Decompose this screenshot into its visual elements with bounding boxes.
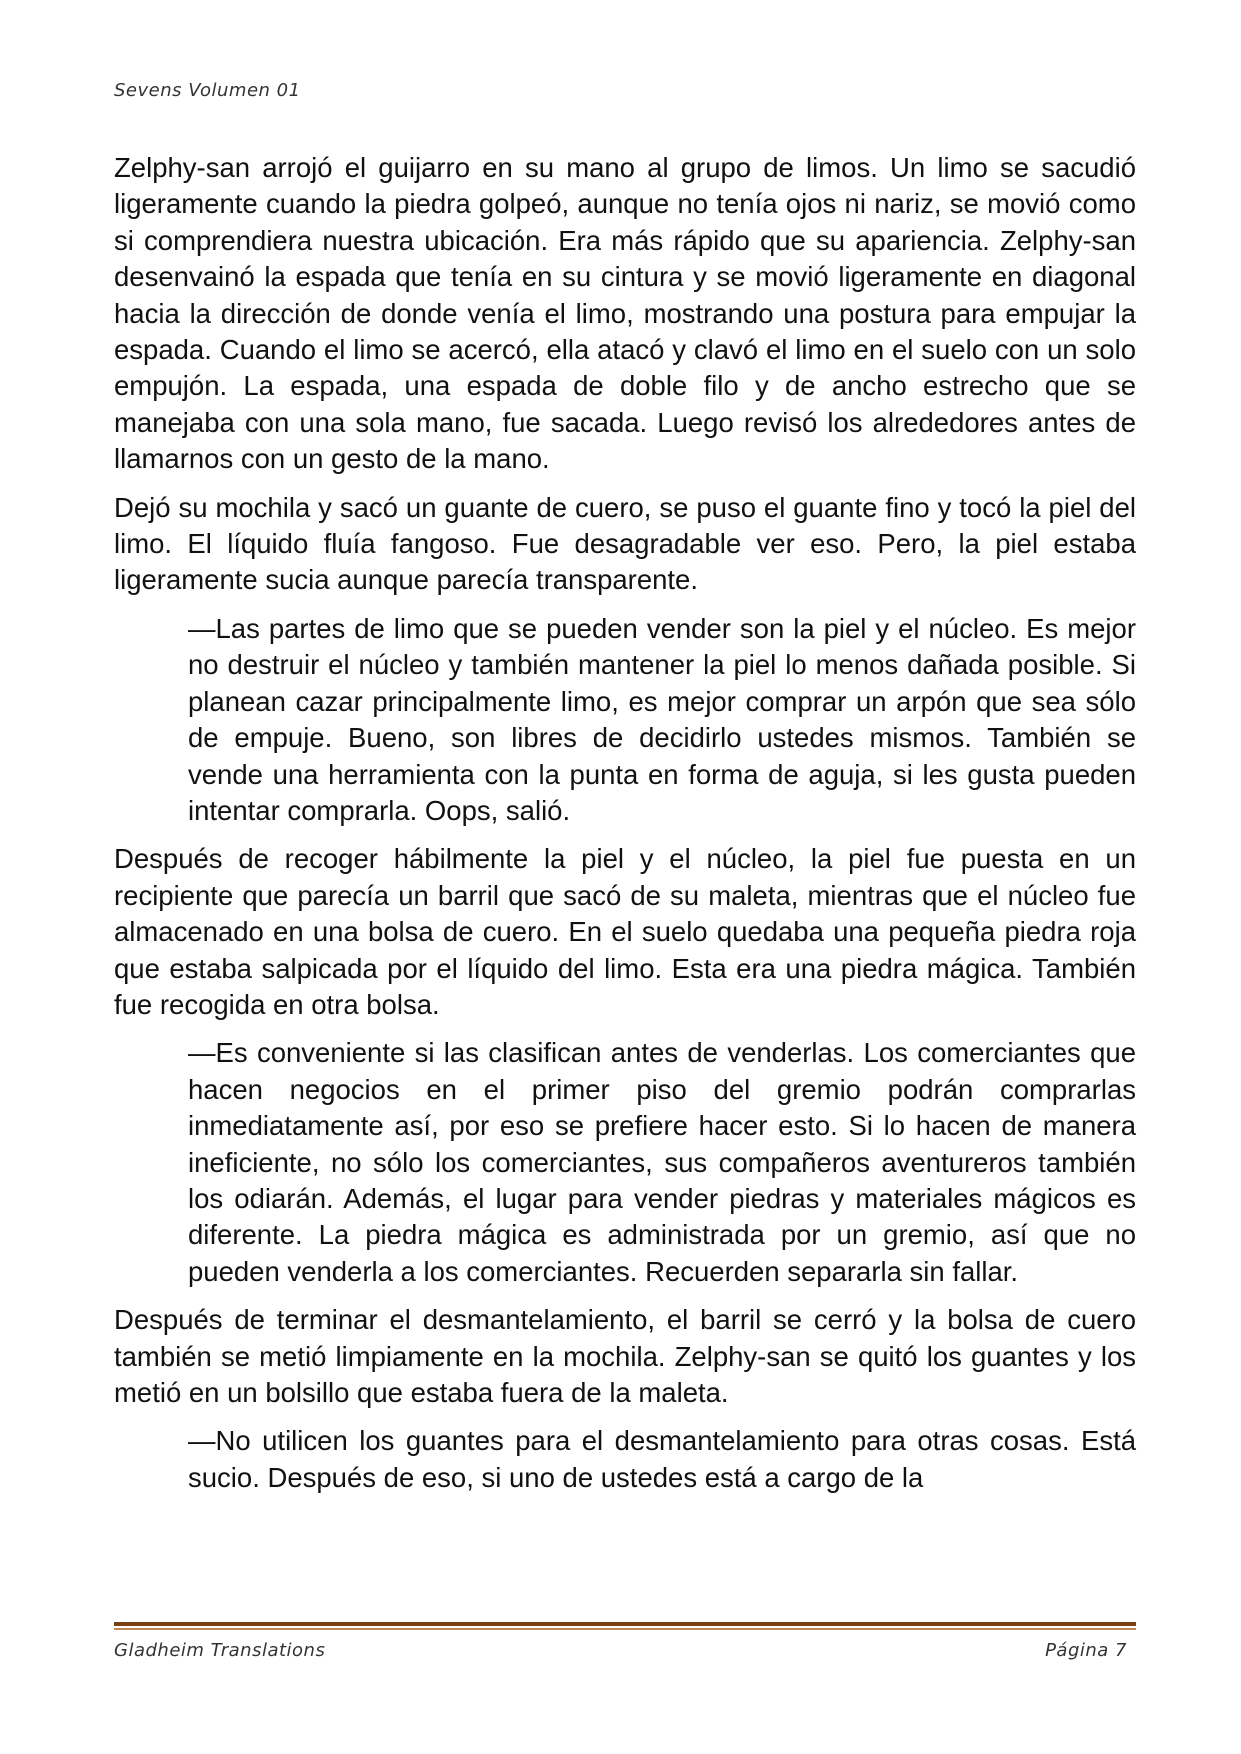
footer-publisher: Gladheim Translations [114, 1640, 326, 1661]
footer-page-number: Página 7 [1045, 1640, 1127, 1661]
paragraph-narration: Zelphy-san arrojó el guijarro en su mano al grupo de limos. Un limo se sacudió ligeramente cuando la piedra golpeó, aunque no tenía ojos ni nariz, se movió como si comprendiera nuestra ubicación. Era más rápido que su apariencia. Zelphy-san desenvainó la espada que tenía en su cintura y se movió ligeramente en diagonal hacia la dirección de donde venía el limo, mostrando una postura para empujar la espada. Cuando el limo se acercó, ella atacó y clavó el limo en el suelo con un solo empujón. La espada, una espada de doble filo y de ancho estrecho que se manejaba con una sola mano, fue sacada. Luego revisó los alrededores antes de llamarnos con un gesto de la mano. [114, 152, 1136, 475]
body-text [114, 150, 1136, 1508]
paragraph-dialogue: —Es conveniente si las clasifican antes de venderlas. Los comerciantes que hacen negocios en el primer piso del gremio podrán comprarlas inmediatamente así, por eso se prefiere hacer esto. Si lo hacen de manera ineficiente, no sólo los comerciantes, sus compañeros aventureros también los odiarán. Además, el lugar para vender piedras y materiales mágicos es diferente. La piedra mágica es administrada por un gremio, así que no pueden venderla a los comerciantes. Recuerden separarla sin fallar. [188, 1037, 1136, 1287]
running-header: Sevens Volumen 01 [114, 80, 301, 101]
footer-rule-thick [114, 1622, 1136, 1626]
paragraph-dialogue: —No utilicen los guantes para el desmantelamiento para otras cosas. Está sucio. Después de eso, si uno de ustedes está a cargo de la [188, 1425, 1136, 1493]
footer-rule-thin [114, 1628, 1136, 1630]
footer-rule [114, 1622, 1136, 1630]
paragraph-narration: Después de terminar el desmantelamiento, el barril se cerró y la bolsa de cuero también se metió limpiamente en la mochila. Zelphy-san se quitó los guantes y los metió en un bolsillo que estaba fuera de la maleta. [114, 1304, 1136, 1408]
paragraph-narration: Dejó su mochila y sacó un guante de cuero, se puso el guante fino y tocó la piel del limo. El líquido fluía fangoso. Fue desagradable ver eso. Pero, la piel estaba ligeramente sucia aunque parecía transparente. [114, 491, 1136, 596]
paragraph-narration: Después de recoger hábilmente la piel y el núcleo, la piel fue puesta en un recipiente que parecía un barril que sacó de su maleta, mientras que el núcleo fue almacenado en una bolsa de cuero. En el suelo quedaba una pequeña piedra roja que estaba salpicada por el líquido del limo. Esta era una piedra mágica. También fue recogida en otra bolsa. [114, 843, 1136, 1020]
paragraph-dialogue: —Las partes de limo que se pueden vender son la piel y el núcleo. Es mejor no destruir el núcleo y también mantener la piel lo menos dañada posible. Si planean cazar principalmente limo, es mejor comprar un arpón que sea sólo de empuje. Bueno, son libres de decidirlo ustedes mismos. También se vende una herramienta con la punta en forma de aguja, si les gusta pueden intentar comprarla. Oops, salió. [188, 612, 1136, 826]
